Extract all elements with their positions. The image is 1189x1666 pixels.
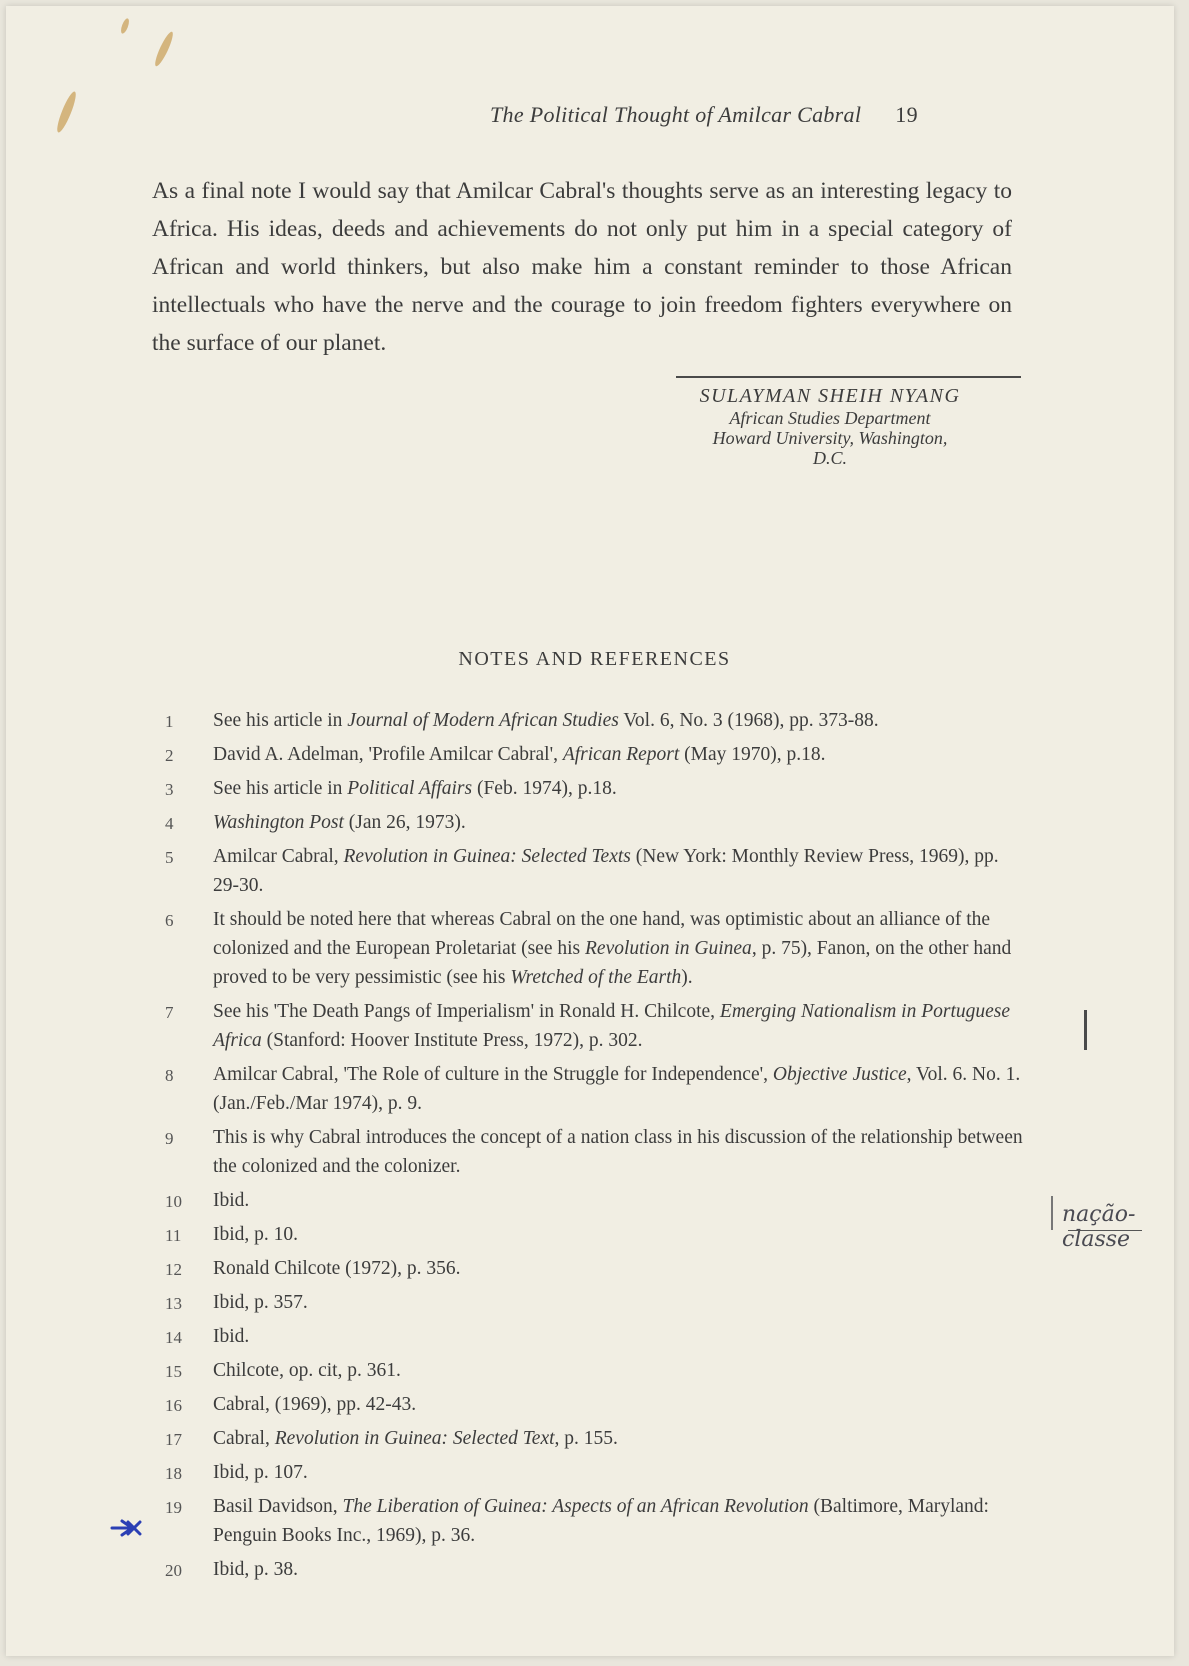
note-item [165, 1322, 1025, 1351]
author-location: D.C. [812, 448, 847, 468]
note-number: 13 [165, 1294, 182, 1313]
page-number: 19 [895, 102, 918, 127]
note-item [165, 1555, 1025, 1584]
note-item [165, 774, 1025, 803]
note-number: 6 [165, 911, 174, 930]
note-text: This is why Cabral introduces the concept of a nation class in his discussion of the relationship between the colonized and the colonizer. [213, 1127, 1023, 1177]
running-title: The Political Thought of Amilcar Cabral [490, 102, 862, 127]
note-text: Amilcar Cabral, 'The Role of culture in the Struggle for Independence', Objective Justice, Vol. 6. No. 1. (Jan./Feb./Mar 1974), p. 9. [213, 1064, 1021, 1114]
closing-paragraph: As a final note I would say that Amilcar Cabral's thoughts serve as an interesting legacy to Africa. His ideas, deeds and achievements do not only put him in a special category of African and world thinkers, but also make him a constant reminder to those African intellectuals who have the nerve and the courage to join freedom fighters everywhere on the surface of our planet. [152, 178, 1012, 356]
note-number: 10 [165, 1192, 182, 1211]
note-text: Cabral, (1969), pp. 42-43. [213, 1394, 417, 1415]
margin-underline-mark [1068, 1230, 1142, 1231]
note-number: 15 [165, 1362, 182, 1381]
note-item [165, 740, 1025, 769]
note-number: 8 [165, 1066, 174, 1085]
margin-handwriting: nação-classe [1062, 1202, 1136, 1252]
note-number: 16 [165, 1396, 182, 1415]
note-number: 9 [165, 1129, 174, 1148]
note-text: Ibid. [213, 1190, 250, 1211]
note-text: Ibid, p. 357. [213, 1292, 308, 1313]
note-number: 3 [165, 780, 174, 799]
margin-bar-mark [1051, 1196, 1053, 1230]
note-item [165, 842, 1025, 900]
note-item [165, 706, 1025, 735]
note-text: Ibid, p. 10. [213, 1224, 299, 1245]
note-text: Ibid. [213, 1326, 250, 1347]
author-name: SULAYMAN SHEIH NYANG [699, 385, 961, 407]
note-text: See his article in Journal of Modern African Studies Vol. 6, No. 3 (1968), pp. 373-88. [213, 710, 879, 731]
note-item [165, 1390, 1025, 1419]
note-text: Basil Davidson, The Liberation of Guinea: Aspects of an African Revolution (Baltimore, Maryland: Penguin Books Inc., 1969), p. 36. [213, 1496, 989, 1546]
note-text: Cabral, Revolution in Guinea: Selected Text, p. 155. [213, 1428, 618, 1449]
author-signature [640, 384, 1020, 468]
note-text: David A. Adelman, 'Profile Amilcar Cabral', African Report (May 1970), p.18. [213, 744, 826, 765]
note-number: 2 [165, 746, 174, 765]
signature-rule [676, 376, 1021, 378]
note-item [165, 1492, 1025, 1550]
note-number: 7 [165, 1003, 174, 1022]
notes-list [165, 706, 1025, 1589]
note-item [165, 1356, 1025, 1385]
note-item [165, 1060, 1025, 1118]
note-number: 5 [165, 848, 174, 867]
author-department: African Studies Department [729, 408, 931, 428]
note-text: Ibid, p. 107. [213, 1462, 308, 1483]
note-number: 14 [165, 1328, 182, 1347]
note-item [165, 1458, 1025, 1487]
note-item [165, 1288, 1025, 1317]
note-item [165, 1186, 1025, 1215]
note-number: 19 [165, 1498, 182, 1517]
note-text: See his 'The Death Pangs of Imperialism' in Ronald H. Chilcote, Emerging Nationalism in Portuguese Africa (Stanford: Hoover Institute Press, 1972), p. 302. [213, 1001, 1011, 1051]
ink-star-icon [110, 1518, 144, 1538]
note-number: 1 [165, 712, 174, 731]
note-item [165, 905, 1025, 992]
note-item [165, 1220, 1025, 1249]
note-text: See his article in Political Affairs (Feb. 1974), p.18. [213, 778, 617, 799]
note-item [165, 1123, 1025, 1181]
notes-heading: NOTES AND REFERENCES [458, 648, 731, 670]
note-text: Amilcar Cabral, Revolution in Guinea: Selected Texts (New York: Monthly Review Press, 1969), pp. 29-30. [213, 846, 999, 896]
note-item [165, 997, 1025, 1055]
note-item [165, 1424, 1025, 1453]
note-number: 17 [165, 1430, 182, 1449]
running-head [490, 102, 918, 128]
bracket-mark [1080, 1010, 1087, 1050]
note-text: Chilcote, op. cit, p. 361. [213, 1360, 401, 1381]
note-item [165, 808, 1025, 837]
note-text: Washington Post (Jan 26, 1973). [213, 812, 466, 833]
note-item [165, 1254, 1025, 1283]
note-text: It should be noted here that whereas Cabral on the one hand, was optimistic about an alliance of the colonized and the European Proletariat (see his Revolution in Guinea, p. 75), Fanon, on the other hand proved to be very pessimistic (see his Wretched of the Earth). [213, 909, 1012, 988]
note-number: 4 [165, 814, 174, 833]
note-number: 11 [165, 1226, 182, 1245]
note-number: 18 [165, 1464, 182, 1483]
note-text: Ibid, p. 38. [213, 1559, 299, 1580]
note-text: Ronald Chilcote (1972), p. 356. [213, 1258, 461, 1279]
author-institution: Howard University, Washington, [712, 428, 948, 448]
note-number: 20 [165, 1561, 182, 1580]
note-number: 12 [165, 1260, 182, 1279]
